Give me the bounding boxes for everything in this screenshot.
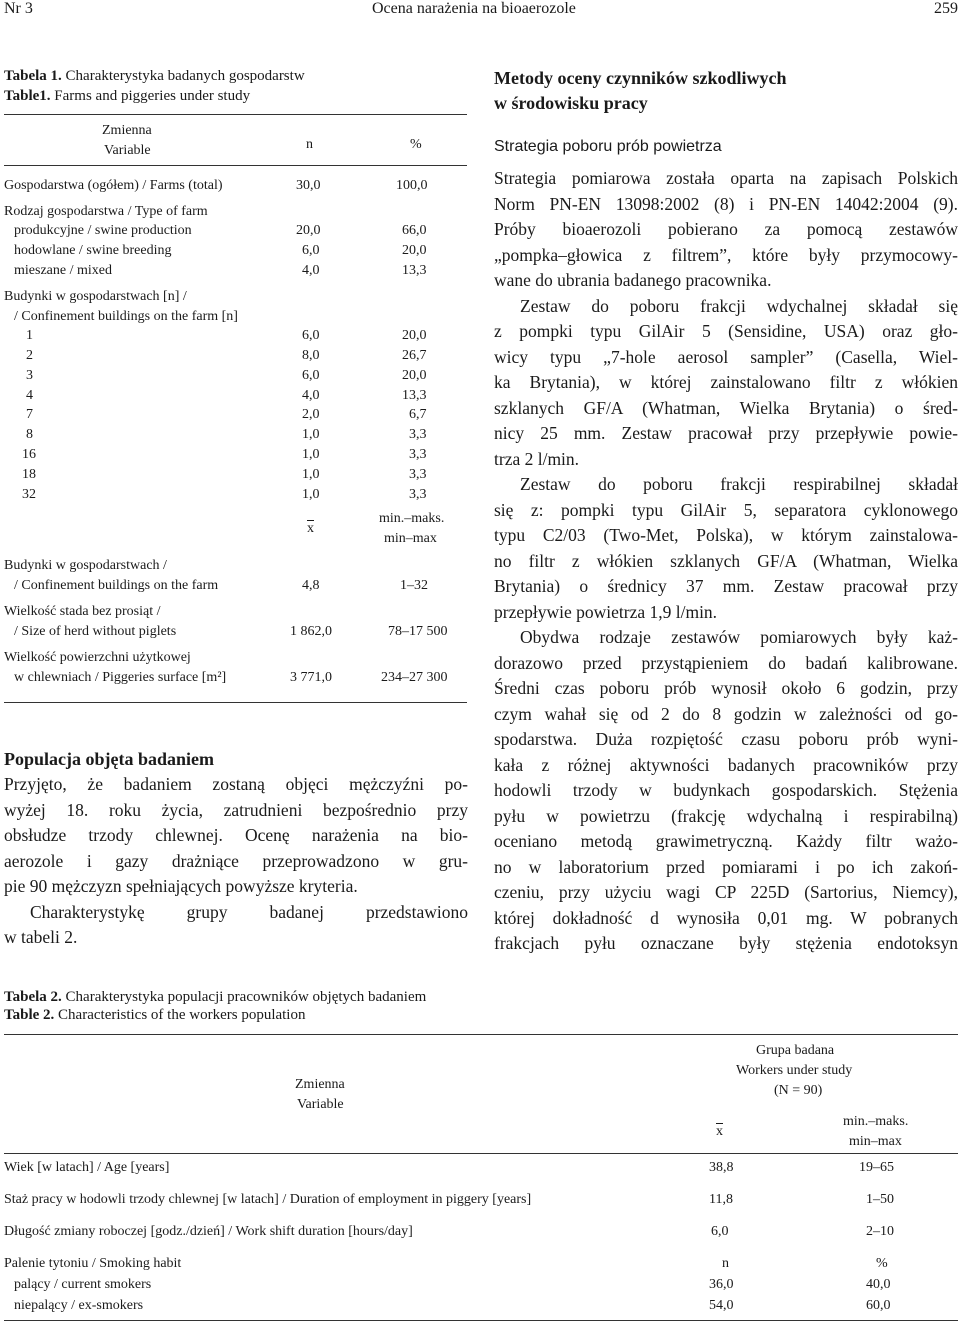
- table-row-label-en: / Size of herd without piglets: [14, 624, 177, 639]
- table-cell-n: 1,0: [302, 447, 320, 462]
- table-1-col-mean: $\overline{x}$: [307, 521, 314, 536]
- table-cell-mean: 3 771,0: [290, 670, 332, 685]
- table-2-smoking-col-n: n: [722, 1256, 729, 1271]
- table-1-col-pct: %: [410, 137, 422, 152]
- table-1-header-rule: [4, 165, 467, 166]
- text-line: „pompka–głowica z filtrem”, które były przymocowy-: [494, 244, 958, 265]
- text-line: nicy 25 mm. Zestaw pracował przy przepływie powie-: [494, 423, 958, 443]
- table-cell-pct: 20,0: [402, 243, 427, 258]
- table-2-caption: Tabela 2. Charakterystyka populacji pracowników objętych badaniem: [4, 989, 427, 1005]
- table-2-col-variable-en: Variable: [297, 1097, 344, 1112]
- section-heading-methods-2: w środowisku pracy: [494, 93, 648, 113]
- table-2-smoking-col-pct: %: [876, 1256, 888, 1271]
- table-cell-n: 20,0: [296, 223, 321, 238]
- table-cell-mean: 38,8: [709, 1160, 734, 1175]
- table-cell-n: 8,0: [302, 348, 320, 363]
- table-cell-n: 30,0: [296, 178, 321, 193]
- table-cell-mean: 4,8: [302, 578, 320, 593]
- table-cell-n: 1,0: [302, 427, 320, 442]
- table-cell-pct: 13,3: [402, 388, 427, 403]
- text-line: no filtr z włókien szklanych GF/A (Whatman, Wielka: [494, 550, 958, 571]
- table-cell-n: 54,0: [709, 1298, 734, 1313]
- table-row-label: hodowlane / swine breeding: [14, 243, 172, 258]
- page-number: 259: [934, 0, 958, 17]
- section-heading-methods: Metody oceny czynników szkodliwych: [494, 68, 787, 88]
- table-row-label: 4: [26, 388, 33, 403]
- table-cell-pct: 26,7: [402, 348, 427, 363]
- table-row-label: 8: [26, 427, 33, 442]
- table-2-bottom-rule: [4, 1320, 958, 1321]
- text-line: Próby bioaerozoli pobierano za pomocą zestawów: [494, 219, 958, 239]
- table-cell-pct: 66,0: [402, 223, 427, 238]
- table-1-col-n: n: [306, 137, 313, 152]
- table-2-header-rule: [4, 1153, 958, 1154]
- text-line: hodowli trzody w budynkach gospodarskich. Stężenia: [494, 780, 958, 800]
- table-1-caption: Tabela 1. Charakterystyka badanych gospodarstw: [4, 68, 305, 84]
- table-cell-n: 2,0: [302, 407, 320, 422]
- population-paragraph: [4, 772, 468, 951]
- table-cell-range: 1–50: [866, 1192, 894, 1207]
- table-1-col-variable-pl: Zmienna: [102, 123, 152, 138]
- table-row-label: Wiek [w latach] / Age [years]: [4, 1160, 170, 1175]
- table-row-label: Długość zmiany roboczej [godz./dzień] / Work shift duration [hours/day]: [4, 1224, 413, 1239]
- table-row-label: Wielkość powierzchni użytkowej: [4, 650, 191, 665]
- text-line: z pompki typu GilAir 5 (Sensidine, USA) oraz gło-: [494, 321, 958, 341]
- table-row-label-en: w chlewniach / Piggeries surface [m²]: [14, 670, 227, 685]
- text-line: frakcjach pyłu oznaczane były stężenia endotoksyn: [494, 933, 958, 953]
- text-line: czym wahał się od 2 do 8 godzin w zależności od go-: [494, 703, 958, 724]
- table-row-label: niepalący / ex-smokers: [14, 1298, 144, 1313]
- table-1-col-range-en: min–max: [384, 531, 437, 546]
- table-2-col-mean: $\overline{x}$: [716, 1124, 723, 1139]
- table-cell-n: 4,0: [302, 263, 320, 278]
- table-row-label: Wielkość stada bez prosiąt /: [4, 604, 161, 619]
- text-line: ka Brytania), w której zainstalowano filtr z włókien: [494, 372, 958, 392]
- text-line: dorazowo przed przystąpieniem do badań kalibrowane.: [494, 652, 958, 673]
- text-line: trza 2 l/min.: [494, 448, 580, 469]
- table-cell-pct: 13,3: [402, 263, 427, 278]
- table-2-group-label: Grupa badana: [756, 1043, 835, 1058]
- text-line: kała z różnej aktywności badanych pracowników przy: [494, 754, 958, 775]
- table-cell-pct: 20,0: [402, 368, 427, 383]
- table-1-buildings-label: Budynki w gospodarstwach [n] /: [4, 289, 187, 304]
- table-cell-mean: 11,8: [709, 1192, 733, 1207]
- table-2-smoking-label: Palenie tytoniu / Smoking habit: [4, 1256, 182, 1271]
- table-1-caption-en: Table1. Farms and piggeries under study: [4, 88, 251, 104]
- text-line: Zestaw do poboru frakcji wdychalnej składał się: [520, 295, 958, 316]
- text-line: czeniu, przy użyciu wagi CP 225D (Sartorius, Niemcy),: [494, 882, 958, 902]
- table-row-label: Gospodarstwa (ogółem) / Farms (total): [4, 178, 223, 193]
- table-cell-n: 6,0: [302, 243, 320, 258]
- text-line: której dokładność d wynosiła 0,01 mg. W pobranych: [494, 907, 958, 928]
- table-row-label: Staż pracy w hodowli trzody chlewnej [w latach] / Duration of employment in piggery [years]: [4, 1192, 532, 1207]
- table-cell-range: 78–17 500: [388, 624, 448, 639]
- table-cell-pct: 6,7: [409, 407, 427, 422]
- page-journal-issue: Nr 3: [4, 0, 33, 17]
- table-1-buildings-label-en: / Confinement buildings on the farm [n]: [14, 309, 238, 324]
- table-cell-pct: 3,3: [409, 467, 427, 482]
- running-title: Ocena narażenia na bioaerozole: [372, 0, 576, 17]
- text-line: przepływie powietrza 1,9 l/min.: [494, 601, 718, 622]
- table-cell-pct: 3,3: [409, 487, 427, 502]
- table-row-label: 18: [22, 467, 36, 482]
- table-cell-n: 1,0: [302, 467, 320, 482]
- table-2-col-variable-pl: Zmienna: [295, 1077, 345, 1092]
- table-1-col-range-pl: min.–maks.: [379, 511, 445, 526]
- text-line: oceniano metodą grawimetryczną. Każdy filtr ważo-: [494, 831, 958, 851]
- table-2-group-label-en: Workers under study: [736, 1063, 853, 1078]
- text-line: aerozole i gazy drażniące przeprowadzono w gru-: [4, 850, 468, 871]
- text-line: wane do ubrania badanego pracownika.: [494, 270, 772, 290]
- table-cell-n: 1,0: [302, 487, 320, 502]
- text-line: spodarstwa. Duża rozpiętość czasu poboru prób wyni-: [494, 729, 958, 749]
- table-row-label: 1: [26, 328, 33, 343]
- table-cell-pct: 60,0: [866, 1298, 891, 1313]
- text-line: Brytania) o średnicy 37 mm. Zestaw pracował przy: [494, 576, 958, 596]
- table-cell-mean: 1 862,0: [290, 624, 332, 639]
- text-line: w tabeli 2.: [4, 927, 78, 947]
- table-row-label: palący / current smokers: [14, 1277, 152, 1292]
- table-cell-pct: 40,0: [866, 1277, 891, 1292]
- text-line: szklanych GF/A (Whatman, Wielka Brytania) o śred-: [494, 397, 958, 418]
- table-row-label: 3: [26, 368, 33, 383]
- table-row-label: Rodzaj gospodarstwa / Type of farm: [4, 204, 208, 219]
- table-2-group-n: (N = 90): [774, 1083, 823, 1098]
- table-cell-pct: 3,3: [409, 447, 427, 462]
- table-row-label: mieszane / mixed: [14, 263, 112, 278]
- table-row-label: Budynki w gospodarstwach /: [4, 558, 167, 573]
- text-line: typu C2/03 (Two-Met, Polska), w którym zainstalowa-: [494, 525, 958, 545]
- table-cell-range: 234–27 300: [381, 670, 448, 685]
- table-row-label: 7: [26, 407, 33, 422]
- table-2-col-range-en: min–max: [849, 1134, 902, 1149]
- table-1-col-variable-en: Variable: [104, 143, 151, 158]
- table-row-label: 16: [22, 447, 36, 462]
- text-line: Norm PN-EN 13098:2002 (8) i PN-EN 14042:2004 (9).: [494, 193, 958, 214]
- text-line: Średni czas poboru prób wynosił około 6 godzin, przy: [494, 678, 958, 698]
- text-line: Charakterystykę grupy badanej przedstawiono: [30, 901, 468, 922]
- table-cell-pct: 100,0: [396, 178, 428, 193]
- table-row-label: 2: [26, 348, 33, 363]
- text-line: no w laboratorium przed pomiarami i po ich zakoń-: [494, 856, 958, 877]
- table-cell-range: 19–65: [859, 1160, 894, 1175]
- table-1-bottom-rule: [4, 702, 467, 703]
- table-cell-n: 6,0: [302, 368, 320, 383]
- section-heading-population: Populacja objęta badaniem: [4, 749, 215, 769]
- table-1-top-rule: [4, 114, 467, 115]
- table-cell-n: 6,0: [302, 328, 320, 343]
- table-row-label-en: / Confinement buildings on the farm: [14, 578, 219, 593]
- table-cell-n: 36,0: [709, 1277, 734, 1292]
- table-cell-pct: 20,0: [402, 328, 427, 343]
- table-cell-n: 4,0: [302, 388, 320, 403]
- text-line: wicy typu „7-hole aerosol sampler” (Casella, Wiel-: [494, 346, 958, 367]
- table-2-top-rule: [4, 1034, 958, 1035]
- table-cell-mean: 6,0: [711, 1224, 729, 1239]
- text-line: wyżej 18. roku życia, zatrudnieni bezpośrednio przy: [4, 799, 468, 820]
- table-cell-range: 1–32: [400, 578, 428, 593]
- text-line: Zestaw do poboru frakcji respirabilnej składał: [520, 474, 958, 494]
- table-row-label: 32: [22, 487, 36, 502]
- table-2-caption-en: Table 2. Characteristics of the workers population: [4, 1007, 306, 1023]
- text-line: Strategia pomiarowa została oparta na zapisach Polskich: [494, 168, 958, 188]
- table-2-col-range-pl: min.–maks.: [843, 1114, 909, 1129]
- subheading-sampling-strategy: Strategia poboru prób powietrza: [494, 138, 722, 155]
- table-row-label: produkcyjne / swine production: [14, 223, 192, 238]
- text-line: Obydwa rodzaje zestawów pomiarowych były każ-: [520, 627, 958, 647]
- text-line: się z: pompki typu GilAir 5, separatora cyklonowego: [494, 499, 958, 520]
- text-line: pyłu w powietrzu (frakcję wdychalną i respirabilną): [494, 805, 958, 826]
- methods-paragraph: [494, 166, 958, 957]
- table-cell-pct: 3,3: [409, 427, 427, 442]
- text-line: obsłudze trzody chlewnej. Ocenę narażenia na bio-: [4, 825, 468, 845]
- table-cell-range: 2–10: [866, 1224, 894, 1239]
- text-line: pie 90 mężczyzn spełniających powyższe kryteria.: [4, 876, 358, 896]
- text-line: Przyjęto, że badaniem zostaną objęci mężczyźni po-: [4, 774, 468, 794]
